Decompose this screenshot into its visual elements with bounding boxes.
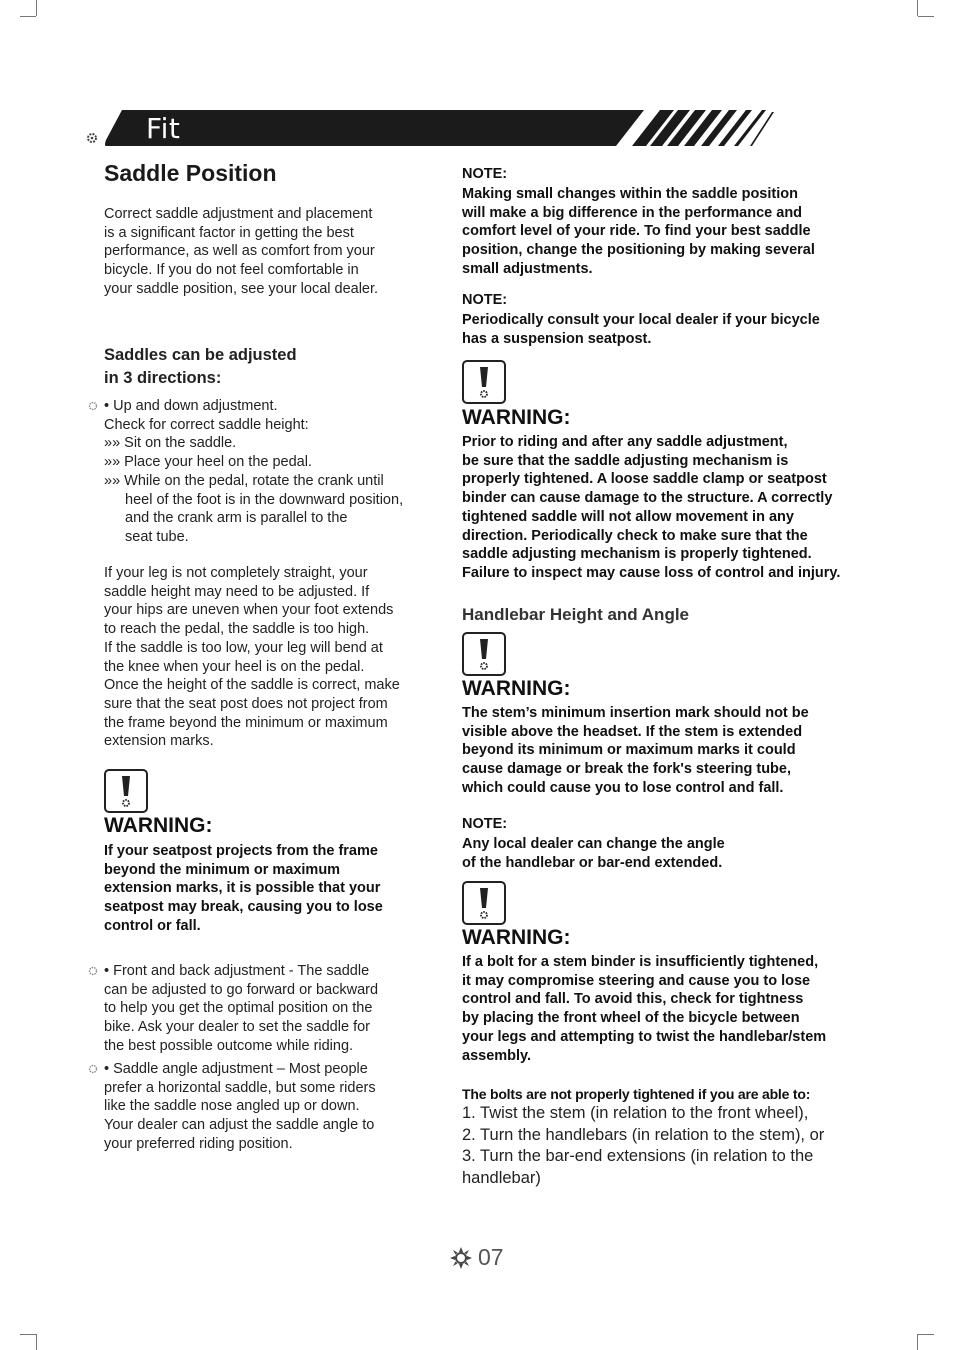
warning-text: The stem’s minimum insertion mark should not be visible above the headset. If the stem is extended beyond its minimum or maximum marks it could cause damage or break the fork's steering tube, which could cause you to lose control and fall. xyxy=(462,705,809,796)
page-title: Saddle Position xyxy=(104,160,277,186)
section-subheading: Handlebar Height and Angle xyxy=(462,605,690,624)
front-back-adjustment: • Front and back adjustment - The saddle can be adjusted to go forward or backward to help you get the optimal position on the bike. Ask your dealer to set the saddle for the best possible outcome while riding. xyxy=(104,963,379,1054)
warning-text: If your seatpost projects from the frame beyond the minimum or maximum extension marks, it is possible that your seatpost may break, causing you to lose control or fall. xyxy=(104,843,383,934)
warning-heading: WARNING: xyxy=(462,677,571,700)
note-text: Any local dealer can change the angle of the handlebar or bar-end extended. xyxy=(462,836,725,871)
warning-heading: WARNING: xyxy=(462,406,571,429)
warning-icon xyxy=(462,632,506,676)
gear-icon xyxy=(88,134,96,142)
section-banner xyxy=(84,108,784,150)
directions-heading: Saddles can be adjusted in 3 directions: xyxy=(104,346,297,387)
crop-mark xyxy=(918,1334,934,1335)
note-heading: NOTE: xyxy=(462,816,508,832)
leg-paragraph: If your leg is not completely straight, your saddle height may need to be adjusted. If your hips are uneven when your foot extends to reach the pedal, the saddle is too high. If the saddle is too low, your leg will bend at the knee when your heel is on the pedal. Once the height of the saddle is correct, make sure that the seat post does not project from the frame beyond the minimum or maximum extension marks. xyxy=(104,565,400,750)
crop-mark xyxy=(918,16,934,17)
page-number: 07 xyxy=(478,1244,504,1270)
section-title: Fit xyxy=(146,112,181,145)
up-down-adjustment: • Up and down adjustment. Check for correct saddle height: »» Sit on the saddle. »» Place your heel on the pedal. »» While on the pedal, rotate the crank until heel of the foot is in the downward position, and the crank arm is parallel to the seat tube. xyxy=(104,398,404,545)
bolts-list: 1. Twist the stem (in relation to the front wheel), 2. Turn the handlebars (in relation to the stem), or 3. Turn the bar-end extensions (in relation to the handlebar) xyxy=(462,1104,825,1187)
note-text: Making small changes within the saddle position will make a big difference in the performance and comfort level of your ride. To find your best saddle position, change the positioning by making several small adjustments. xyxy=(462,186,815,277)
crop-mark xyxy=(20,16,36,17)
bullet-gear-icon xyxy=(88,1064,98,1074)
saddle-angle-adjustment: • Saddle angle adjustment – Most people prefer a horizontal saddle, but some riders like the saddle nose angled up or down. Your dealer can adjust the saddle angle to your preferred riding position. xyxy=(104,1061,376,1152)
bullet-gear-icon xyxy=(88,401,98,411)
gear-icon xyxy=(449,1246,473,1270)
crop-mark xyxy=(36,0,37,16)
intro-paragraph: Correct saddle adjustment and placement is a significant factor in getting the best performance, as well as comfort from your bicycle. If you do not feel comfortable in your saddle position, see your local dealer. xyxy=(104,206,379,297)
warning-heading: WARNING: xyxy=(462,926,571,949)
bolts-heading: The bolts are not properly tightened if you are able to: xyxy=(462,1086,811,1102)
crop-mark xyxy=(917,0,918,16)
warning-icon xyxy=(104,769,148,813)
note-text: Periodically consult your local dealer if your bicycle has a suspension seatpost. xyxy=(462,312,820,347)
warning-icon xyxy=(462,360,506,404)
crop-mark xyxy=(917,1334,918,1350)
warning-text: If a bolt for a stem binder is insufficiently tightened, it may compromise steering and cause you to lose control and fall. To avoid this, check for tightness by placing the front wheel of the bicycle between your legs and attempting to twist the handlebar/stem assembly. xyxy=(462,954,827,1064)
note-heading: NOTE: xyxy=(462,292,508,308)
warning-text: Prior to riding and after any saddle adjustment, be sure that the saddle adjusting mechanism is properly tightened. A loose saddle clamp or seatpost binder can cause damage to the structure. A correctly tightened saddle will not allow movement in any direction. Periodically check to make sure that the saddle adjusting mechanism is properly tightened. Failure to inspect may cause loss of control and injury. xyxy=(462,434,841,581)
bullet-gear-icon xyxy=(88,966,98,976)
warning-heading: WARNING: xyxy=(104,814,213,837)
note-heading: NOTE: xyxy=(462,166,508,182)
warning-icon xyxy=(462,881,506,925)
crop-mark xyxy=(20,1334,36,1335)
crop-mark xyxy=(36,1334,37,1350)
